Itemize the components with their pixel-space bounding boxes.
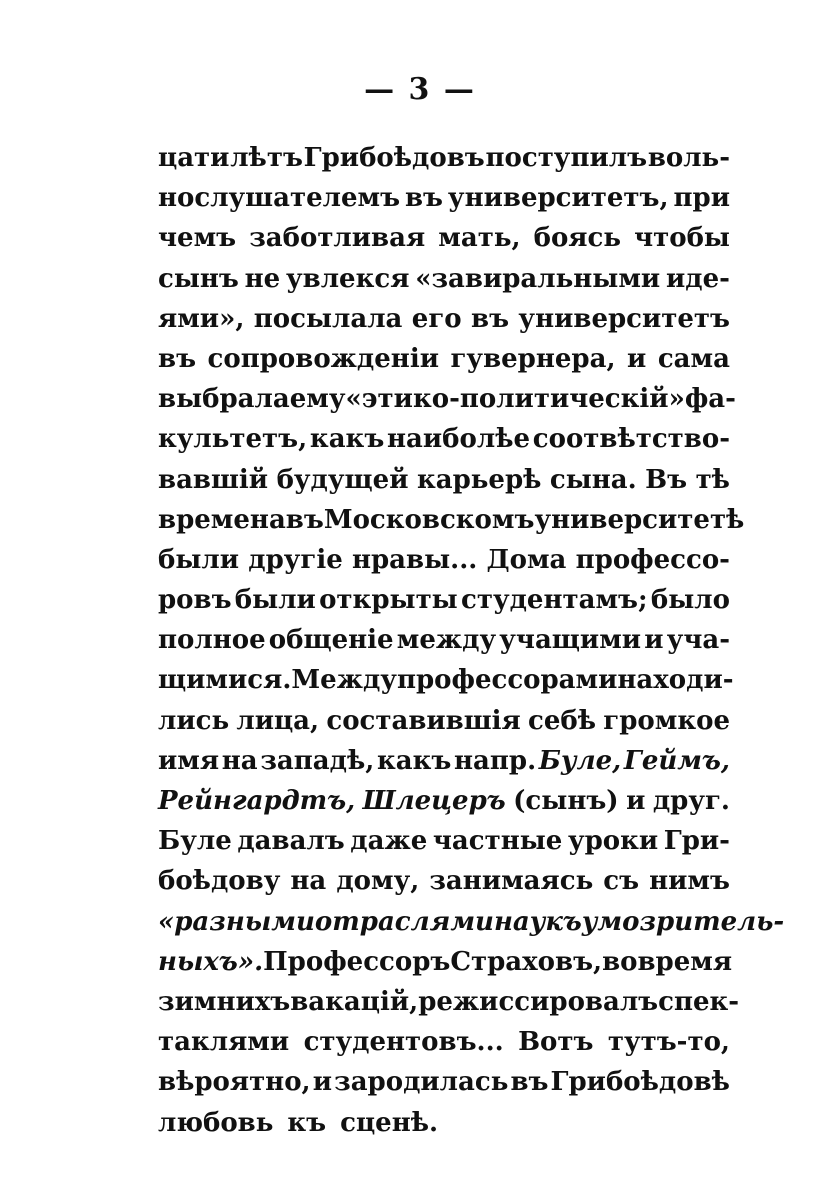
word: занимаясь [429,866,594,897]
word: частные [432,826,563,857]
word: въ [471,303,510,334]
word: карьерѣ [416,464,542,495]
word: другiе [248,544,343,575]
word: находи- [617,665,734,696]
word: дому, [336,866,420,897]
text-line [158,379,736,419]
word: будущей [276,464,409,495]
word: полное [158,625,266,656]
word: себѣ [528,705,597,736]
word: Буле, [538,745,622,776]
word: культетъ, [158,424,308,455]
word: при [673,183,730,214]
word: Грибоѣдовъ [303,143,485,173]
word: чемъ [158,223,237,254]
word: Профессоръ [263,946,451,977]
word: Грибоѣдовѣ [550,1067,730,1098]
word: Буле [158,826,232,857]
text-line [158,620,730,660]
word: отраслями [314,906,494,937]
word: лѣтъ [230,143,303,173]
word: нимъ [649,866,730,897]
word: Между [291,665,397,696]
word: лица, [236,705,320,736]
word: учащими [499,625,642,656]
text-line [158,741,730,781]
word: въ [285,504,324,535]
word: къ [287,1107,327,1138]
word: (сынъ) [513,786,619,816]
word: нослушателемъ [158,183,401,214]
word: напр. [453,745,537,776]
text-line [158,299,730,339]
word: умозритель- [581,906,785,937]
word: въ [158,343,197,374]
word: нравы... [351,544,478,575]
word: наиболѣе [387,424,531,455]
word: его [411,303,462,334]
text-line [158,1062,730,1102]
word: зимнихъ [158,986,291,1017]
text-line [158,218,730,258]
word: были [158,544,240,575]
word: «этико-политическiй» [345,384,685,415]
word: Московскомъ [323,504,535,535]
word: даже [350,826,428,857]
word: боясь [533,223,621,254]
word: «разными [158,906,315,937]
body-text [158,138,785,1143]
word: сопровожденiи [207,343,439,374]
word: заботливая [249,223,426,254]
text-line [158,942,733,982]
word: наукъ [493,906,582,937]
word: давалъ [237,826,345,857]
word: университетъ, [447,183,669,214]
word: западѣ, [260,745,375,776]
word: посылала [253,303,403,334]
word: Вотъ [518,1027,594,1058]
text-line [158,460,730,500]
word: Шлецеръ [362,786,506,816]
word: сценѣ. [340,1107,439,1138]
word: и [644,625,664,656]
word: Рейнгардтъ, [158,786,356,816]
text-line [158,178,730,218]
word: соотвѣтство- [532,424,730,455]
text-line [158,701,730,741]
word: воль- [647,143,730,173]
word: сына. [549,464,637,495]
word: имя [158,745,220,776]
word: фа- [684,384,736,415]
word: гувернера, [450,343,616,374]
word: «завиральными [415,263,661,294]
word: тѣ [695,464,730,495]
word: сынъ [158,263,239,294]
text-line [158,821,730,861]
text-line [158,1022,730,1062]
word: Дома [486,544,567,575]
word: боѣдову [158,866,281,897]
word: общенiе [268,625,394,656]
word: студентовъ... [303,1027,504,1058]
word: увлекся [286,263,410,294]
word: открыты [319,585,458,616]
word: выбрала [158,384,290,415]
word: на [290,866,327,897]
text-line [158,1103,730,1143]
text-line [158,580,730,620]
word: зародилась [334,1067,509,1098]
word: уча- [666,625,730,656]
text-line [158,982,740,1022]
text-line [158,861,730,901]
word: съ [603,866,640,897]
word: профессорами [396,665,618,696]
word: на [221,745,258,776]
word: громкое [603,705,730,736]
text-line [158,259,730,299]
text-line [158,902,785,942]
word: любовь [158,1107,274,1138]
word: чтобы [634,223,730,254]
word: поступилъ [485,143,648,173]
word: вѣроятно, [158,1067,311,1098]
word: цати [158,143,230,173]
word: тутъ-то, [607,1027,730,1058]
text-line [158,339,730,379]
word: въ [404,183,443,214]
word: друг. [652,786,730,816]
word: вавшiй [158,464,269,495]
text-line [158,660,734,700]
word: уроки [567,826,659,857]
word: какъ [309,424,385,455]
word: время [637,946,733,977]
word: спек- [658,986,740,1017]
word: Въ [645,464,688,495]
word: Геймъ, [623,745,730,776]
word: щимися. [158,665,292,696]
text-line [158,781,730,821]
word: какъ [376,745,452,776]
word: режиссировалъ [418,986,659,1017]
word: вакацiй, [290,986,419,1017]
word: сама [657,343,730,374]
word: профессо- [575,544,730,575]
word: и [312,1067,333,1098]
text-line [158,419,730,459]
word: Гри- [663,826,730,857]
word: Страховъ, [450,946,603,977]
text-line [158,138,730,178]
word: и [627,343,647,374]
word: ями», [158,303,245,334]
text-line [158,500,745,540]
word: не [244,263,281,294]
word: и [626,786,646,816]
word: таклями [158,1027,290,1058]
word: времена [158,504,286,535]
word: во [602,946,638,977]
word: мать, [438,223,521,254]
page-number: — 3 — [364,72,476,107]
word: университетъ [518,303,730,334]
text-line [158,540,730,580]
word: университетѣ [534,504,745,535]
word: между [396,625,497,656]
word: лись [158,705,230,736]
word: были [234,585,316,616]
word: въ [510,1067,549,1098]
word: составившiя [326,705,521,736]
word: студентамъ; [461,585,648,616]
word: ровъ [158,585,232,616]
word: ему [289,384,346,415]
word: было [650,585,730,616]
word: ныхъ». [158,946,264,977]
word: иде- [666,263,730,294]
